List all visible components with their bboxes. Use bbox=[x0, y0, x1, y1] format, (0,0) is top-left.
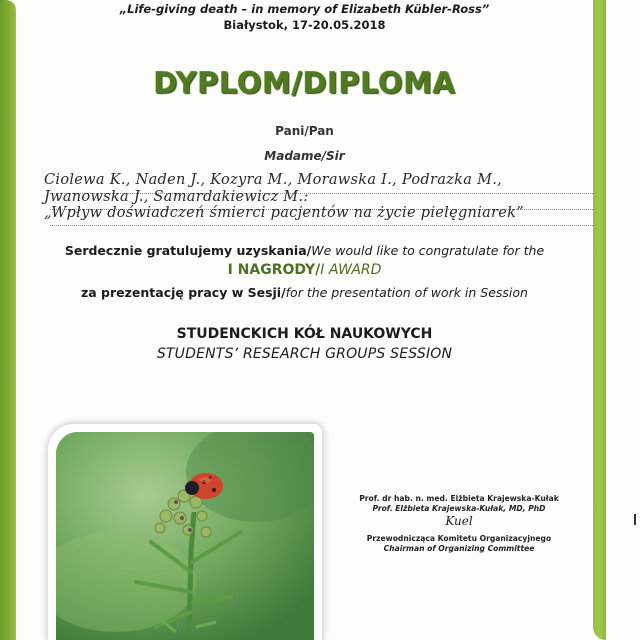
congratulation-polish: Serdecznie gratulujemy uzyskania/ bbox=[64, 243, 312, 258]
handwritten-signature: Kuel bbox=[445, 514, 473, 528]
handwritten-authors-line1: Ciolewa K., Naden J., Kozyra M., Morawska I., Podrazka M., bbox=[44, 172, 503, 188]
award-text bbox=[16, 262, 593, 278]
conference-title: „Life-giving death – in memory of Elizabeth Kübler-Ross” bbox=[119, 2, 490, 16]
session-polish: STUDENCKICH KÓŁ NAUKOWYCH bbox=[176, 326, 433, 342]
award-polish: I NAGRODY/ bbox=[227, 262, 321, 278]
ladybug-plant-illustration bbox=[56, 432, 314, 640]
congratulation-text bbox=[16, 243, 593, 258]
salutation-english: Madame/Sir bbox=[264, 149, 345, 163]
edge-mark bbox=[634, 514, 636, 525]
presentation-english: for the presentation of work in Session bbox=[285, 285, 528, 300]
place-date: Białystok, 17-20.05.2018 bbox=[223, 18, 386, 32]
award-english: I AWARD bbox=[320, 262, 382, 278]
congratulation-english: We would like to congratulate for the bbox=[311, 243, 545, 258]
left-green-border bbox=[0, 0, 16, 640]
ladybug-photo bbox=[56, 432, 314, 640]
signatory-name-polish: Prof. dr hab. n. med. Elżbieta Krajewska-Kułak bbox=[359, 494, 559, 503]
diploma-title: DYPLOM/DIPLOMA bbox=[153, 66, 456, 100]
dotted-line bbox=[50, 225, 595, 226]
signatory-name-english: Prof. Elżbieta Krajewska-Kułak, MD, PhD bbox=[372, 504, 546, 513]
session-english: STUDENTS’ RESEARCH GROUPS SESSION bbox=[156, 346, 453, 362]
presentation-text bbox=[16, 285, 593, 300]
handwritten-work-title: „Wpływ doświadczeń śmierci pacjentów na życie pielęgniarek” bbox=[44, 205, 524, 221]
signatory-role-english: Chairman of Organizing Committee bbox=[383, 544, 535, 553]
right-green-border bbox=[593, 0, 606, 640]
presentation-polish: za prezentację pracy w Sesji/ bbox=[81, 285, 286, 300]
salutation-polish: Pani/Pan bbox=[275, 124, 334, 138]
handwritten-authors-line2: Jwanowska J., Samardakiewicz M.: bbox=[44, 189, 309, 205]
signatory-role-polish: Przewodnicząca Komitetu Organizacyjnego bbox=[366, 534, 552, 543]
